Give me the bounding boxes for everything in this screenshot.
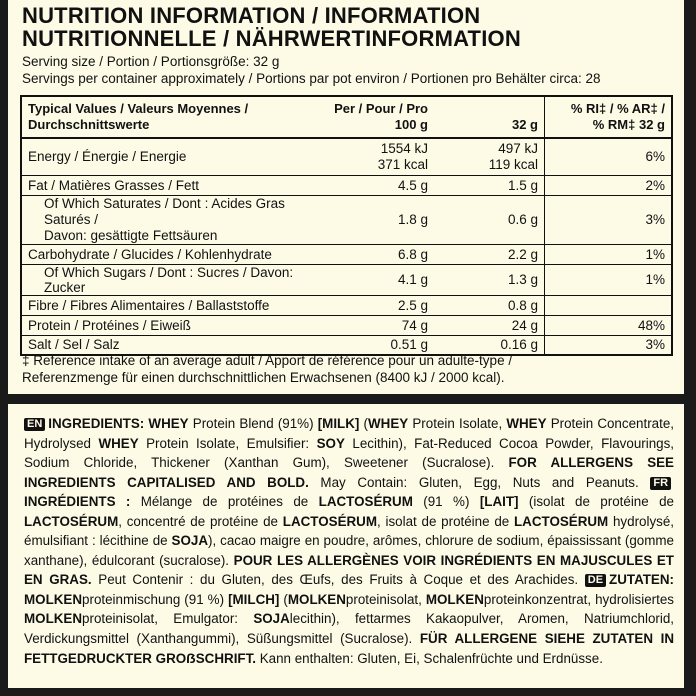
lang-tag-fr: FR [650, 477, 671, 490]
header-per-32g: 32 g [434, 96, 545, 138]
table-row-protein: Protein / Protéines / Eiweiß 74 g 24 g 48% [21, 315, 672, 335]
ingredient-bold-segment: WHEY [98, 435, 139, 451]
ingredient-bold-segment: LACTOSÉRUM [24, 513, 119, 529]
ingredient-segment: Protein Isolate, Emulsifier: [138, 435, 317, 451]
header-typical-values: Typical Values / Valeurs Moyennes / Durchschnittswerte [21, 96, 322, 138]
ingredient-bold-segment: LACTOSÉRUM [282, 513, 377, 529]
ingredient-bold-segment: INGREDIENTS: WHEY [48, 416, 189, 431]
ingredient-segment: Protein Blend (91%) [188, 416, 318, 431]
ingredient-segment: Protein Concentrate, Hydrolysed [24, 416, 674, 451]
ingredient-bold-segment: [MILK] [317, 416, 360, 431]
ingredient-bold-segment: WHEY [506, 416, 547, 431]
ingredient-bold-segment: [MILCH] [228, 591, 280, 607]
ingredient-segment: , concentré de protéine de [118, 513, 283, 529]
ingredient-bold-segment: ZUTATEN: MOLKEN [24, 572, 674, 607]
nutrition-panel [8, 0, 684, 394]
ingredients-fr [24, 494, 674, 587]
ingredient-bold-segment: LACTOSÉRUM [513, 513, 609, 529]
ingredient-segment: hydrolysé, émulsifiant : lécithine de [24, 513, 675, 549]
ingredient-segment: May Contain: Gluten, Egg, Nuts and Peanuts. [308, 474, 651, 490]
nutrition-title [22, 4, 521, 50]
servings-per-container: Servings per container approximately / Portions par pot environ / Portionen pro Behälter circa: 28 [22, 71, 601, 86]
table-header-row [21, 96, 672, 138]
nutrition-table [20, 95, 673, 356]
ingredient-segment: ( [279, 591, 288, 607]
ingredient-segment: (isolat de protéine de [518, 494, 674, 510]
lang-tag-de: DE [585, 574, 606, 587]
ingredient-bold-segment: MOLKEN [425, 591, 484, 607]
ingredient-segment: Mélange de protéines de [130, 494, 319, 510]
ingredient-segment: proteinkonzentrat, hydrolisiertes [483, 591, 674, 607]
ingredient-segment: proteinmischung (91 %) [82, 591, 229, 607]
ingredient-segment: Kann enthalten: Gluten, Ei, Schalenfrüchte und Erdnüsse. [256, 650, 603, 666]
ingredient-bold-segment: LACTOSÉRUM [318, 494, 413, 510]
table-row-saturates: Of Which Saturates / Dont : Acides Gras Saturés / Davon: gesättigte Fettsäuren 1.8 g 0.6 g 3% [21, 195, 672, 244]
ingredient-segment: lecithin), fettarmes Kakaopulver, Aromen, Natriumchlorid, Verdickungsmittel (Xanthangummi), Süßungsmittel (Sucralose). [24, 611, 674, 647]
ingredient-bold-segment: [LAIT] [479, 494, 519, 510]
ingredient-bold-segment: POUR LES ALLERGÈNES VOIR INGRÉDIENTS EN MAJUSCULES ET EN GRAS. [24, 552, 674, 588]
ingredient-segment: ( [359, 416, 369, 431]
ingredients-en [24, 416, 674, 490]
serving-size: Serving size / Portion / Portionsgröße: 32 g [22, 54, 280, 69]
ingredient-bold-segment: INGRÉDIENTS : [24, 494, 131, 510]
ingredient-segment: proteinisolat, Emulgator: [82, 611, 254, 627]
ingredient-bold-segment: FÜR ALLERGENE SIEHE ZUTATEN IN FETTGEDRUCKTER GROẞSCHRIFT. [24, 631, 674, 666]
ingredients-text [24, 414, 674, 668]
lang-tag-en: EN [24, 418, 45, 431]
header-per-100g: Per / Pour / Pro 100 g [322, 96, 434, 138]
ingredient-segment: , isolat de protéine de [377, 513, 514, 529]
title-line-2: NUTRITIONNELLE / NÄHRWERTINFORMATION [22, 26, 521, 51]
table-row-fibre: Fibre / Fibres Alimentaires / Ballaststoffe 2.5 g 0.8 g [21, 295, 672, 315]
ingredient-segment: Peut Contenir : du Gluten, des Œufs, des Fruits à Coque et des Arachides. [91, 572, 585, 588]
table-row-sugars: Of Which Sugars / Dont : Sucres / Davon: Zucker 4.1 g 1.3 g 1% [21, 264, 672, 295]
table-row-salt: Salt / Sel / Salz 0.51 g 0.16 g 3% [21, 335, 672, 355]
table-row-fat: Fat / Matières Grasses / Fett 4.5 g 1.5 g 2% [21, 175, 672, 195]
reference-intake-footnote: ‡ Reference intake of an average adult / Apport de référence pour un adulte-type / Referenzmenge für einen durchschnittlichen Erwachsenen (8400 kJ / 2000 kcal). [22, 353, 513, 385]
title-line-1: NUTRITION INFORMATION / INFORMATION [22, 3, 481, 28]
ingredient-bold-segment: MOLKEN [24, 611, 83, 627]
ingredient-segment: proteinisolat, [345, 591, 426, 607]
table-row-carbohydrate: Carbohydrate / Glucides / Kohlenhydrate 6.8 g 2.2 g 1% [21, 244, 672, 264]
ingredient-bold-segment: SOJA [253, 611, 290, 627]
ingredient-bold-segment: SOY [316, 435, 345, 451]
table-row-energy: Energy / Énergie / Energie 1554 kJ 371 kcal 497 kJ 119 kcal 6% [21, 138, 672, 175]
ingredient-segment: Lecithin), Fat-Reduced Cocoa Powder, Flavourings, Sodium Chloride, Thickener (Xanthan Gum), Sweetener (Sucralose). [24, 435, 675, 471]
ingredient-bold-segment: FOR ALLERGENS SEE INGREDIENTS CAPITALISED AND BOLD. [24, 455, 674, 490]
ingredient-segment: ), cacao maigre en poudre, arômes, chlorure de sodium, épaississant (gomme xanthane), édulcorant (sucralose). [24, 533, 674, 568]
ingredients-panel [8, 404, 684, 688]
ingredient-bold-segment: MOLKEN [287, 591, 346, 607]
header-ri: % RI‡ / % AR‡ / % RM‡ 32 g [545, 96, 673, 138]
ingredient-bold-segment: SOJA [171, 533, 209, 549]
ingredient-segment: (91 %) [412, 494, 480, 510]
ingredient-segment: Protein Isolate, [408, 416, 507, 431]
ingredient-bold-segment: WHEY [368, 416, 409, 431]
